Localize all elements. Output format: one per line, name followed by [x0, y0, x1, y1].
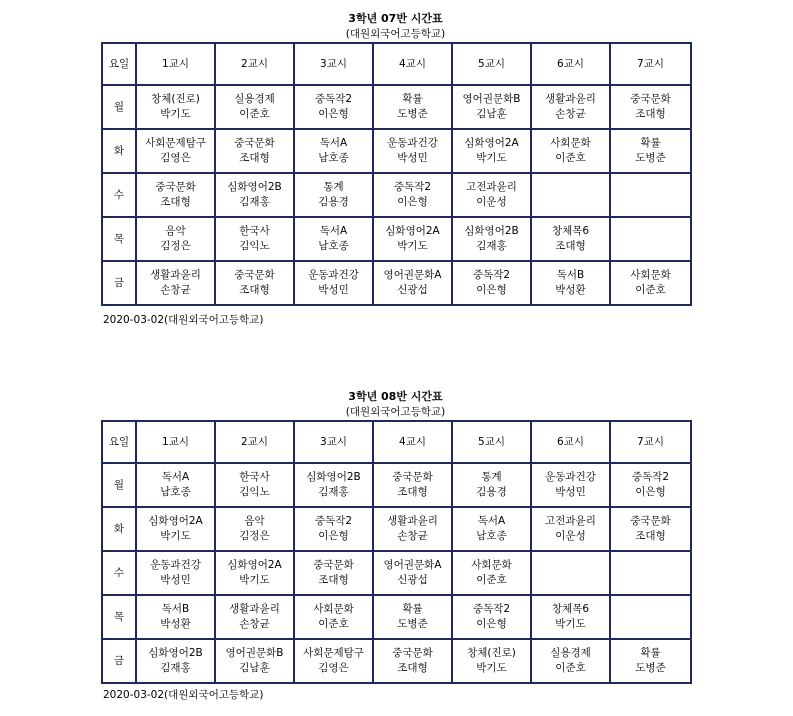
teacher-name: 이은형: [476, 618, 507, 630]
table-row: [102, 173, 691, 217]
class-cell: [452, 261, 531, 305]
teacher-name: 김정은: [239, 530, 270, 542]
timetable-title: 3학년 07반 시간표: [348, 12, 443, 25]
teacher-name: 김재홍: [239, 196, 270, 208]
teacher-name: 박성환: [555, 284, 586, 296]
class-cell: [215, 85, 294, 129]
subject-name: 사회문제탐구: [145, 137, 206, 149]
teacher-name: 김재홍: [318, 486, 349, 498]
subject-name: 중국문화: [392, 471, 433, 483]
teacher-name: 박기도: [476, 152, 507, 164]
subject-name: 사회문제탐구: [303, 647, 364, 659]
class-cell: [136, 261, 215, 305]
class-cell: [215, 129, 294, 173]
class-cell: [452, 551, 531, 595]
day-cell: 목: [102, 217, 136, 261]
subject-name: 독서A: [319, 225, 348, 237]
class-cell: [610, 595, 691, 639]
subject-name: 운동과건강: [387, 137, 438, 149]
subject-name: 실용경제: [550, 647, 591, 659]
subject-name: 심화영어2A: [148, 515, 203, 527]
teacher-name: 조대형: [555, 240, 586, 252]
class-cell: [531, 129, 610, 173]
teacher-name: 손창균: [160, 284, 191, 296]
subject-name: 음악: [244, 515, 265, 527]
class-cell: [373, 551, 452, 595]
teacher-name: 조대형: [239, 284, 270, 296]
table-row: [102, 217, 691, 261]
teacher-name: 신광섭: [397, 284, 428, 296]
class-cell: [215, 507, 294, 551]
teacher-name: 이은형: [318, 108, 349, 120]
subject-name: 독서A: [319, 137, 348, 149]
class-cell: [215, 463, 294, 507]
subject-name: 중독작2: [472, 269, 511, 281]
teacher-name: 김남훈: [239, 662, 270, 674]
subject-name: 중독작2: [314, 93, 353, 105]
teacher-name: 이은형: [397, 196, 428, 208]
day-cell: 금: [102, 639, 136, 683]
class-cell: [452, 507, 531, 551]
teacher-name: 남호종: [318, 152, 349, 164]
class-cell: [373, 639, 452, 683]
class-cell: [610, 173, 691, 217]
subject-name: 영어권문화A: [383, 559, 442, 571]
subject-name: 중국문화: [234, 137, 275, 149]
subject-name: 확률: [640, 137, 661, 149]
teacher-name: 남호종: [160, 486, 191, 498]
subject-name: 심화영어2A: [464, 137, 519, 149]
timetable-grid: [101, 420, 692, 684]
teacher-name: 조대형: [397, 662, 428, 674]
class-cell: [294, 173, 373, 217]
class-cell: [610, 639, 691, 683]
subject-name: 창체(진로): [467, 647, 516, 659]
teacher-name: 박기도: [239, 574, 270, 586]
class-cell: [294, 261, 373, 305]
class-cell: [610, 217, 691, 261]
class-cell: [215, 551, 294, 595]
header-period: 5교시: [452, 43, 531, 85]
teacher-name: 박기도: [476, 662, 507, 674]
teacher-name: 이준호: [635, 284, 666, 296]
timetable-subtitle: (대원외국어고등학교): [345, 406, 446, 418]
class-cell: [294, 595, 373, 639]
table-row: [102, 85, 691, 129]
class-cell: [373, 217, 452, 261]
class-cell: [373, 85, 452, 129]
class-cell: [294, 463, 373, 507]
class-cell: [531, 639, 610, 683]
header-period: 3교시: [294, 43, 373, 85]
header-period: 4교시: [373, 421, 452, 463]
teacher-name: 남호종: [476, 530, 507, 542]
teacher-name: 박기도: [160, 108, 191, 120]
teacher-name: 조대형: [635, 530, 666, 542]
class-cell: [610, 129, 691, 173]
table-row: [102, 507, 691, 551]
class-cell: [373, 507, 452, 551]
subject-name: 심화영어2B: [227, 181, 282, 193]
class-cell: [531, 173, 610, 217]
subject-name: 사회문화: [630, 269, 671, 281]
subject-name: 심화영어2A: [227, 559, 282, 571]
subject-name: 중독작2: [631, 471, 670, 483]
day-cell: 화: [102, 129, 136, 173]
teacher-name: 이준호: [476, 574, 507, 586]
header-period: 7교시: [610, 43, 691, 85]
teacher-name: 이은형: [635, 486, 666, 498]
day-cell: 월: [102, 463, 136, 507]
class-cell: [373, 463, 452, 507]
class-cell: [610, 507, 691, 551]
teacher-name: 김용경: [476, 486, 507, 498]
teacher-name: 김익노: [239, 486, 270, 498]
teacher-name: 손창균: [555, 108, 586, 120]
subject-name: 중독작2: [314, 515, 353, 527]
subject-name: 중독작2: [393, 181, 432, 193]
teacher-name: 김재홍: [476, 240, 507, 252]
class-cell: [136, 507, 215, 551]
header-period: 2교시: [215, 421, 294, 463]
subject-name: 운동과건강: [308, 269, 359, 281]
header-period: 6교시: [531, 421, 610, 463]
subject-name: 사회문화: [471, 559, 512, 571]
teacher-name: 김영은: [318, 662, 349, 674]
class-cell: [452, 463, 531, 507]
teacher-name: 도병준: [635, 662, 666, 674]
header-period: 6교시: [531, 43, 610, 85]
teacher-name: 조대형: [397, 486, 428, 498]
class-cell: [136, 551, 215, 595]
class-cell: [610, 261, 691, 305]
subject-name: 실용경제: [234, 93, 275, 105]
class-cell: [294, 85, 373, 129]
class-cell: [531, 261, 610, 305]
class-cell: [136, 463, 215, 507]
class-cell: [452, 173, 531, 217]
subject-name: 중국문화: [234, 269, 275, 281]
table-row: [102, 595, 691, 639]
class-cell: [452, 595, 531, 639]
subject-name: 사회문화: [313, 603, 354, 615]
teacher-name: 조대형: [318, 574, 349, 586]
class-cell: [452, 129, 531, 173]
header-period: 2교시: [215, 43, 294, 85]
subject-name: 생활과윤리: [229, 603, 280, 615]
teacher-name: 김용경: [318, 196, 349, 208]
timetable-grid: [101, 42, 692, 306]
header-period: 3교시: [294, 421, 373, 463]
class-cell: [294, 551, 373, 595]
subject-name: 사회문화: [550, 137, 591, 149]
teacher-name: 조대형: [635, 108, 666, 120]
class-cell: [373, 129, 452, 173]
class-cell: [136, 173, 215, 217]
header-row: [102, 421, 691, 463]
header-row: [102, 43, 691, 85]
class-cell: [373, 595, 452, 639]
class-cell: [215, 261, 294, 305]
timetable-07: [101, 0, 690, 330]
subject-name: 확률: [640, 647, 661, 659]
teacher-name: 이은형: [476, 284, 507, 296]
timetable-footer: 2020-03-02(대원외국어고등학교): [103, 314, 264, 326]
teacher-name: 박성민: [160, 574, 191, 586]
table-row: [102, 463, 691, 507]
teacher-name: 박성민: [318, 284, 349, 296]
teacher-name: 도병준: [397, 618, 428, 630]
teacher-name: 박기도: [555, 618, 586, 630]
subject-name: 독서B: [556, 269, 585, 281]
header-day-label: 요일: [102, 43, 136, 85]
teacher-name: 박성민: [555, 486, 586, 498]
table-row: [102, 551, 691, 595]
class-cell: [531, 595, 610, 639]
teacher-name: 이운성: [476, 196, 507, 208]
subject-name: 중국문화: [392, 647, 433, 659]
teacher-name: 김익노: [239, 240, 270, 252]
header-period: 1교시: [136, 421, 215, 463]
teacher-name: 조대형: [239, 152, 270, 164]
subject-name: 독서B: [161, 603, 190, 615]
class-cell: [610, 85, 691, 129]
class-cell: [531, 507, 610, 551]
header-day-label: 요일: [102, 421, 136, 463]
subject-name: 한국사: [239, 471, 270, 483]
class-cell: [136, 639, 215, 683]
class-cell: [531, 217, 610, 261]
day-cell: 월: [102, 85, 136, 129]
teacher-name: 조대형: [160, 196, 191, 208]
class-cell: [136, 595, 215, 639]
subject-name: 통계: [481, 471, 502, 483]
teacher-name: 김재홍: [160, 662, 191, 674]
timetable-footer: 2020-03-02(대원외국어고등학교): [103, 689, 264, 701]
teacher-name: 도병준: [397, 108, 428, 120]
class-cell: [452, 217, 531, 261]
subject-name: 영어권문화B: [462, 93, 521, 105]
day-cell: 화: [102, 507, 136, 551]
teacher-name: 이준호: [555, 662, 586, 674]
table-row: [102, 261, 691, 305]
class-cell: [215, 173, 294, 217]
subject-name: 중국문화: [630, 93, 671, 105]
subject-name: 창체목6: [551, 603, 590, 615]
subject-name: 중독작2: [472, 603, 511, 615]
teacher-name: 도병준: [635, 152, 666, 164]
timetable-08: [101, 380, 690, 716]
class-cell: [531, 551, 610, 595]
teacher-name: 손창균: [239, 618, 270, 630]
timetable-subtitle: (대원외국어고등학교): [345, 28, 446, 40]
class-cell: [610, 463, 691, 507]
subject-name: 중국문화: [313, 559, 354, 571]
subject-name: 운동과건강: [150, 559, 201, 571]
subject-name: 한국사: [239, 225, 270, 237]
teacher-name: 김정은: [160, 240, 191, 252]
class-cell: [294, 639, 373, 683]
class-cell: [136, 217, 215, 261]
teacher-name: 박기도: [160, 530, 191, 542]
teacher-name: 박성민: [397, 152, 428, 164]
teacher-name: 이준호: [555, 152, 586, 164]
subject-name: 음악: [165, 225, 186, 237]
subject-name: 창체목6: [551, 225, 590, 237]
class-cell: [136, 129, 215, 173]
teacher-name: 김남훈: [476, 108, 507, 120]
teacher-name: 박기도: [397, 240, 428, 252]
day-cell: 목: [102, 595, 136, 639]
subject-name: 영어권문화B: [225, 647, 284, 659]
teacher-name: 손창균: [397, 530, 428, 542]
subject-name: 운동과건강: [545, 471, 596, 483]
table-row: [102, 129, 691, 173]
teacher-name: 박성환: [160, 618, 191, 630]
timetable-title: 3학년 08반 시간표: [348, 390, 443, 403]
class-cell: [215, 595, 294, 639]
subject-name: 심화영어2B: [148, 647, 203, 659]
class-cell: [531, 85, 610, 129]
subject-name: 생활과윤리: [150, 269, 201, 281]
subject-name: 독서A: [161, 471, 190, 483]
subject-name: 심화영어2A: [385, 225, 440, 237]
teacher-name: 신광섭: [397, 574, 428, 586]
class-cell: [373, 261, 452, 305]
subject-name: 영어권문화A: [383, 269, 442, 281]
subject-name: 고전과윤리: [545, 515, 596, 527]
teacher-name: 이운성: [555, 530, 586, 542]
subject-name: 중국문화: [630, 515, 671, 527]
subject-name: 생활과윤리: [387, 515, 438, 527]
table-row: [102, 639, 691, 683]
subject-name: 심화영어2B: [464, 225, 519, 237]
subject-name: 확률: [402, 603, 423, 615]
subject-name: 창체(진로): [151, 93, 200, 105]
class-cell: [610, 551, 691, 595]
day-cell: 금: [102, 261, 136, 305]
day-cell: 수: [102, 173, 136, 217]
subject-name: 확률: [402, 93, 423, 105]
header-period: 1교시: [136, 43, 215, 85]
day-cell: 수: [102, 551, 136, 595]
class-cell: [215, 639, 294, 683]
header-period: 4교시: [373, 43, 452, 85]
teacher-name: 이준호: [239, 108, 270, 120]
subject-name: 독서A: [477, 515, 506, 527]
class-cell: [373, 173, 452, 217]
class-cell: [215, 217, 294, 261]
class-cell: [294, 217, 373, 261]
subject-name: 고전과윤리: [466, 181, 517, 193]
subject-name: 중국문화: [155, 181, 196, 193]
subject-name: 심화영어2B: [306, 471, 361, 483]
class-cell: [136, 85, 215, 129]
class-cell: [294, 129, 373, 173]
class-cell: [531, 463, 610, 507]
header-period: 5교시: [452, 421, 531, 463]
class-cell: [452, 639, 531, 683]
class-cell: [452, 85, 531, 129]
header-period: 7교시: [610, 421, 691, 463]
class-cell: [294, 507, 373, 551]
teacher-name: 남호종: [318, 240, 349, 252]
subject-name: 통계: [323, 181, 344, 193]
subject-name: 생활과윤리: [545, 93, 596, 105]
teacher-name: 이준호: [318, 618, 349, 630]
teacher-name: 이은형: [318, 530, 349, 542]
teacher-name: 김영은: [160, 152, 191, 164]
